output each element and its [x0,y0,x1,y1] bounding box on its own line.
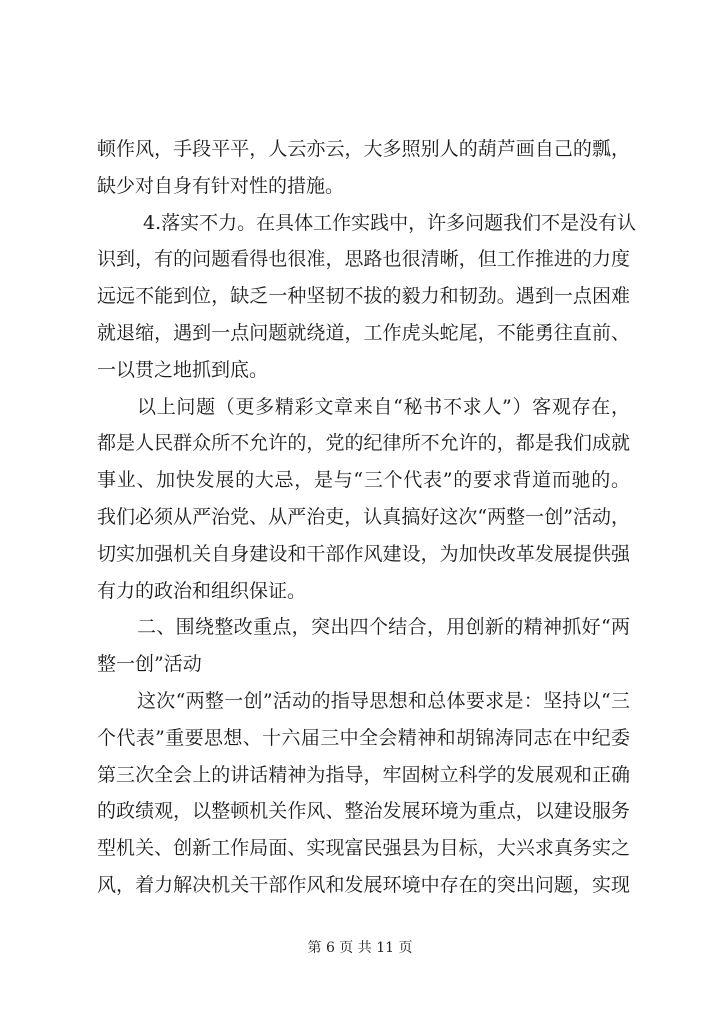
text-line: 顿作风，手段平平，人云亦云，大多照别人的葫芦画自己的瓢， [97,138,630,160]
page-number: 第 6 页 共 11 页 [307,940,413,956]
text-line: 缺少对自身有针对性的措施。 [97,174,345,197]
text-line: 远远不能到位，缺乏一种坚韧不拔的毅力和韧劲。遇到一点困难 [97,285,630,308]
text-line: 就退缩，遇到一点问题就绕道，工作虎头蛇尾，不能勇往直前、 [97,321,630,344]
text-line: 事业、加快发展的大忌，是与“三个代表”的要求背道而驰的。 [97,469,630,492]
text-line: 型机关、创新工作局面、实现富民强县为目标，大兴求真务实之 [97,837,630,860]
page-footer [0,937,720,957]
text-line: 这次“两整一创”活动的指导思想和总体要求是：坚持以“三 [137,689,630,712]
text-line: 二、围绕整改重点，突出四个结合，用创新的精神抓好“两 [137,616,630,639]
text-line: 4.落实不力。在具体工作实践中，许多问题我们不是没有认 [143,211,637,234]
text-line: 第三次全会上的讲话精神为指导，牢固树立科学的发展观和正确 [97,763,630,786]
text-line: 的政绩观，以整顿机关作风、整治发展环境为重点，以建设服务 [97,800,630,823]
text-line: 整一创”活动 [97,653,202,676]
text-line: 以上问题（更多精彩文章来自“秘书不求人”）客观存在， [137,395,630,418]
text-line: 我们必须从严治党、从严治吏，认真搞好这次“两整一创”活动， [97,505,630,528]
text-line: 个代表”重要思想、十六届三中全会精神和胡锦涛同志在中纪委 [97,726,630,749]
text-line: 识到，有的问题看得也很准，思路也很清晰，但工作推进的力度 [97,248,630,271]
text-line: 有力的政治和组织保证。 [97,579,307,602]
text-line: 切实加强机关自身建设和干部作风建设，为加快改革发展提供强 [97,542,630,565]
text-line: 一以贯之地抓到底。 [97,358,269,381]
text-line: 风，着力解决机关干部作风和发展环境中存在的突出问题，实现 [97,873,630,896]
document-body [97,131,637,904]
text-line: 都是人民群众所不允许的，党的纪律所不允许的，都是我们成就 [97,432,630,455]
